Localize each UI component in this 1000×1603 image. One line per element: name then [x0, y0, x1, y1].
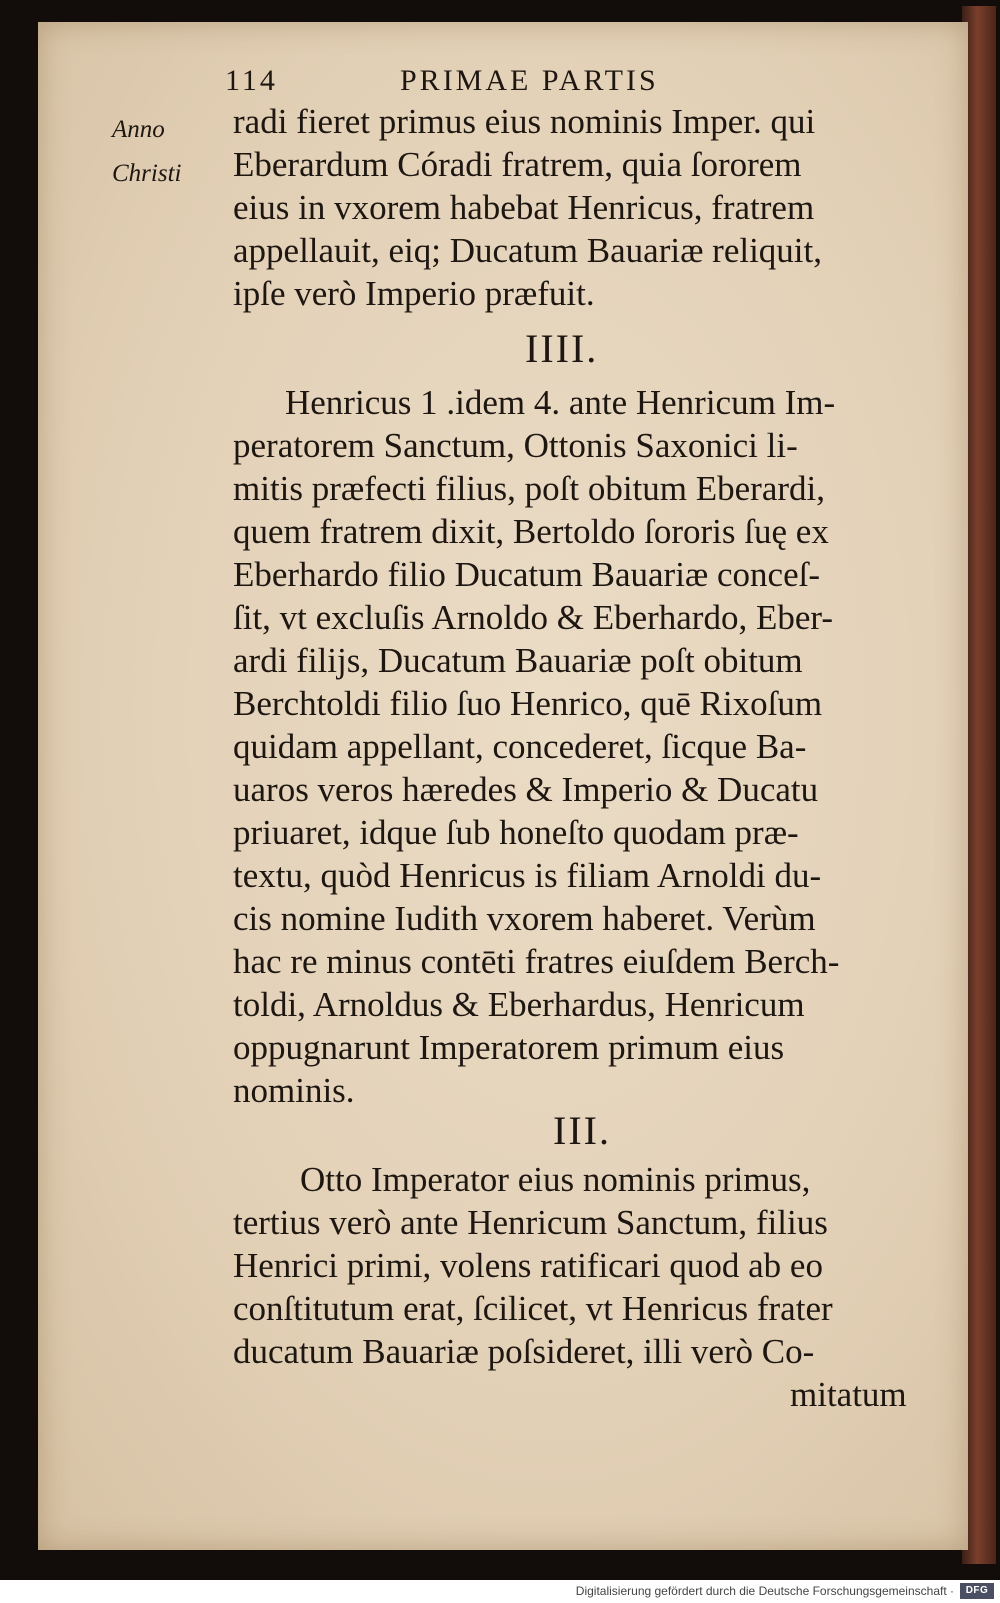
text-line: conſtitutum erat, ſcilicet, vt Henricus frater	[233, 1289, 833, 1328]
text-line: priuaret, idque ſub honeſto quodam præ-	[233, 813, 799, 852]
page-number: 114	[225, 64, 278, 97]
text-line: quidam appellant, concederet, ſicque Ba-	[233, 727, 807, 766]
footer-credit: Digitalisierung gefördert durch die Deutsche Forschungsgemeinschaft ·	[575, 1584, 954, 1598]
running-head-title: PRIMAE PARTIS	[400, 64, 659, 97]
text-line: ipſe verò Imperio præfuit.	[233, 274, 595, 313]
text-line: Henrici primi, volens ratificari quod ab eo	[233, 1246, 823, 1285]
text-line: appellauit, eiq; Ducatum Bauariæ reliquit,	[233, 231, 823, 270]
dfg-logo-icon: DFG	[960, 1583, 994, 1599]
text-line: nominis.	[233, 1071, 355, 1110]
text-line: Eberhardo filio Ducatum Bauariæ conceſ-	[233, 555, 821, 594]
text-line: radi fieret primus eius nominis Imper. qui	[233, 102, 816, 141]
catchword: mitatum	[790, 1375, 907, 1414]
margin-note	[112, 108, 212, 196]
section-heading: IIII.	[525, 326, 599, 371]
text-line: tertius verò ante Henricum Sanctum, filius	[233, 1203, 828, 1242]
text-line: cis nomine Iudith vxorem haberet. Verùm	[233, 899, 816, 938]
text-line: uaros veros hæredes & Imperio & Ducatu	[233, 770, 819, 809]
text-line: toldi, Arnoldus & Eberhardus, Henricum	[233, 985, 805, 1024]
text-line: mitis præfecti filius, poſt obitum Eberardi,	[233, 469, 825, 508]
digitization-footer	[0, 1580, 1000, 1603]
text-line: ducatum Bauariæ poſsideret, illi verò Co-	[233, 1332, 815, 1371]
text-line: hac re minus contēti fratres eiuſdem Berch-	[233, 942, 840, 981]
text-line: Henricus 1 .idem 4. ante Henricum Im-	[285, 383, 836, 422]
section-heading: III.	[553, 1108, 611, 1153]
text-line: ſit, vt excluſis Arnoldo & Eberhardo, Eber-	[233, 598, 833, 637]
margin-note-line: Christi	[112, 160, 182, 187]
margin-note-line: Anno	[112, 116, 165, 143]
text-line: ardi filijs, Ducatum Bauariæ poſt obitum	[233, 641, 803, 680]
text-line: textu, quòd Henricus is filiam Arnoldi du-	[233, 856, 822, 895]
text-line: Eberardum Córadi fratrem, quia ſororem	[233, 145, 802, 184]
text-line: peratorem Sanctum, Ottonis Saxonici li-	[233, 426, 798, 465]
text-line: Berchtoldi filio ſuo Henrico, quē Rixoſum	[233, 684, 823, 723]
text-line: oppugnarunt Imperatorem primum eius	[233, 1028, 785, 1067]
text-line: eius in vxorem habebat Henricus, fratrem	[233, 188, 815, 227]
text-line: quem fratrem dixit, Bertoldo ſororis ſuę ex	[233, 512, 829, 551]
text-line: Otto Imperator eius nominis primus,	[300, 1160, 811, 1199]
